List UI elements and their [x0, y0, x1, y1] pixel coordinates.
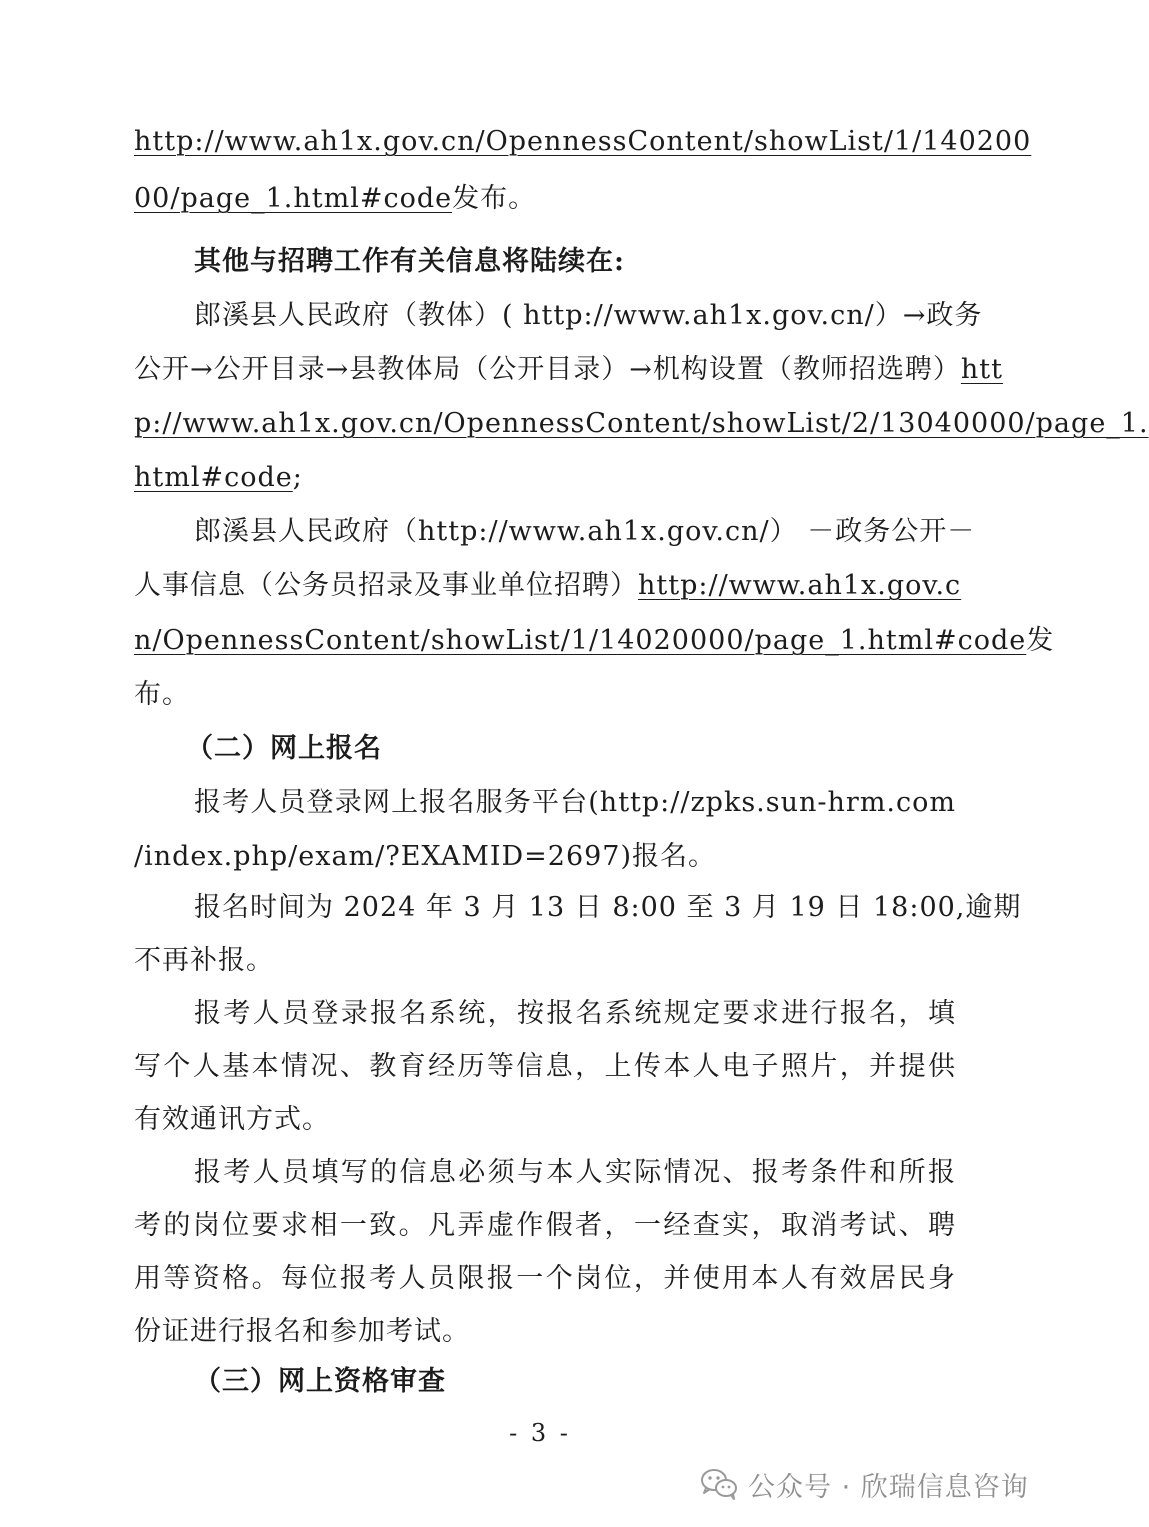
url-link[interactable]: http://www.ah1x.gov.c — [638, 570, 962, 601]
text-span: 发 — [1026, 625, 1055, 656]
text-line: 写个人基本情况、教育经历等信息，上传本人电子照片，并提供 — [134, 1051, 956, 1082]
url-link[interactable]: http://www.ah1x.gov.cn/OpennessContent/showList/1/140200 — [134, 126, 1032, 157]
text-line: 郎溪县人民政府（教体）( http://www.ah1x.gov.cn/）→政务 — [194, 300, 983, 331]
text-line: 考的岗位要求相一致。凡弄虚作假者，一经查实，取消考试、聘 — [134, 1210, 956, 1241]
text-line: 报考人员登录网上报名服务平台(http://zpks.sun-hrm.com — [194, 787, 956, 818]
text-span: 公开→公开目录→县教体局（公开目录）→机构设置（教师招选聘） — [134, 354, 961, 385]
page-number: - 3 - — [509, 1419, 571, 1447]
text-line: /index.php/exam/?EXAMID=2697)报名。 — [134, 841, 717, 872]
url-link[interactable]: html#code — [134, 462, 293, 493]
wechat-icon — [700, 1468, 738, 1500]
text-line: 有效通讯方式。 — [134, 1104, 330, 1135]
text-span: 人事信息（公务员招录及事业单位招聘） — [134, 570, 638, 601]
text-line: 份证进行报名和参加考试。 — [134, 1316, 470, 1347]
watermark-text: 公众号 · 欣瑞信息咨询 — [748, 1471, 1029, 1503]
watermark — [700, 1462, 1029, 1506]
text-line — [134, 350, 1003, 390]
url-link[interactable]: n/OpennessContent/showList/1/14020000/page_1.html#code — [134, 625, 1027, 656]
text-line — [134, 179, 956, 219]
text-line — [134, 621, 1055, 661]
text-line — [134, 122, 1032, 162]
text-line: 布。 — [134, 679, 190, 710]
text-line — [134, 458, 956, 498]
text-line — [134, 404, 1149, 444]
text-line: 报考人员登录报名系统，按报名系统规定要求进行报名，填 — [194, 998, 956, 1029]
section-heading: （三）网上资格审查 — [194, 1366, 446, 1397]
text-line: 报考人员填写的信息必须与本人实际情况、报考条件和所报 — [194, 1157, 956, 1188]
paragraph-heading: 其他与招聘工作有关信息将陆续在: — [194, 246, 625, 277]
url-link[interactable]: p://www.ah1x.gov.cn/OpennessContent/showList/2/13040000/page_1. — [134, 408, 1149, 439]
text-line — [134, 566, 962, 606]
text-line: 不再补报。 — [134, 945, 274, 976]
url-link[interactable]: htt — [960, 354, 1003, 385]
text-span: 发布。 — [452, 183, 537, 214]
text-span: ; — [292, 462, 303, 493]
text-line: 郎溪县人民政府（http://www.ah1x.gov.cn/） －政务公开－ — [194, 516, 976, 547]
text-line: 报名时间为 2024 年 3 月 13 日 8:00 至 3 月 19 日 18:00,逾期 — [194, 892, 1022, 923]
text-line: 用等资格。每位报考人员限报一个岗位，并使用本人有效居民身 — [134, 1263, 956, 1294]
url-link[interactable]: 00/page_1.html#code — [134, 183, 453, 214]
section-heading: （二）网上报名 — [186, 733, 382, 764]
